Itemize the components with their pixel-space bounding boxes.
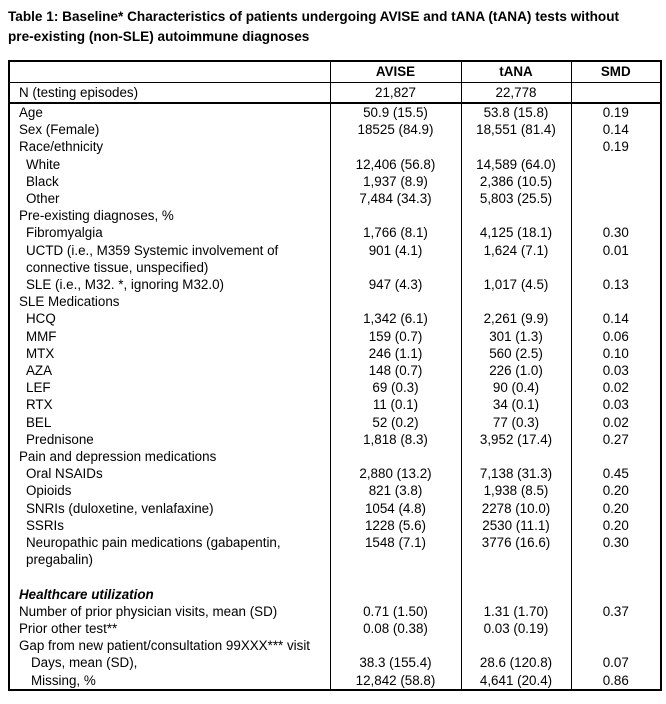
cell-tana: 2,261 (9.9)	[461, 310, 571, 327]
cell-smd: 0.20	[571, 500, 661, 517]
table-row	[9, 328, 661, 345]
row-label: White	[26, 156, 61, 172]
table-row	[9, 465, 661, 482]
cell-avise: 901 (4.1)	[330, 242, 461, 276]
table-title-line1: Table 1: Baseline* Characteristics of patients undergoing AVISE and tANA (tANA) tests without	[8, 9, 620, 24]
table-row	[9, 500, 661, 517]
row-label: Prior other test**	[19, 621, 118, 637]
cell-tana	[461, 207, 571, 224]
cell-avise	[330, 637, 461, 654]
row-label: Prednisone	[26, 431, 94, 447]
cell-tana: 2,386 (10.5)	[461, 173, 571, 190]
row-label: Oral NSAIDs	[26, 466, 103, 482]
cell-avise	[330, 293, 461, 310]
cell-avise: 69 (0.3)	[330, 379, 461, 396]
cell-avise: 148 (0.7)	[330, 362, 461, 379]
cell-avise	[330, 586, 461, 603]
row-label: BEL	[26, 414, 52, 430]
table-row	[9, 190, 661, 207]
table-row	[9, 448, 661, 465]
table-body	[9, 83, 661, 690]
table-row	[9, 414, 661, 431]
table-row	[9, 121, 661, 138]
row-label: Sex (Female)	[19, 122, 100, 138]
row-label: AZA	[26, 363, 53, 379]
row-label-line1: Neuropathic pain medications (gabapentin,	[26, 535, 281, 551]
cell-tana: 4,641 (20.4)	[461, 672, 571, 690]
spacer-row	[9, 568, 661, 585]
table-row	[9, 103, 661, 121]
cell-avise: 11 (0.1)	[330, 396, 461, 413]
cell-avise: 1,818 (8.3)	[330, 431, 461, 448]
table-row	[9, 156, 661, 173]
row-label: MMF	[26, 328, 57, 344]
cell-smd	[571, 620, 661, 637]
cell-tana	[461, 568, 571, 585]
cell-avise: 52 (0.2)	[330, 414, 461, 431]
cell-smd: 0.01	[571, 242, 661, 276]
row-label: Opioids	[26, 483, 72, 499]
cell-avise: 18525 (84.9)	[330, 121, 461, 138]
cell-tana: 3,952 (17.4)	[461, 431, 571, 448]
cell-smd: 0.37	[571, 603, 661, 620]
cell-smd: 0.30	[571, 224, 661, 241]
header-row	[9, 61, 661, 83]
row-label: Missing, %	[31, 672, 96, 688]
cell-tana: 4,125 (18.1)	[461, 224, 571, 241]
row-label: SLE (i.e., M32. *, ignoring M32.0)	[26, 277, 224, 293]
cell-smd: 0.14	[571, 310, 661, 327]
cell-smd: 0.03	[571, 396, 661, 413]
cell-avise: 1228 (5.6)	[330, 517, 461, 534]
cell-smd: 0.10	[571, 345, 661, 362]
cell-avise: 7,484 (34.3)	[330, 190, 461, 207]
cell-smd: 0.13	[571, 276, 661, 293]
cell-tana: 34 (0.1)	[461, 396, 571, 413]
cell-tana: 28.6 (120.8)	[461, 654, 571, 671]
cell-smd: 0.19	[571, 138, 661, 155]
cell-avise: 50.9 (15.5)	[330, 103, 461, 121]
table-row	[9, 242, 661, 276]
cell-avise	[330, 448, 461, 465]
row-label-line1: UCTD (i.e., M359 Systemic involvement of	[26, 242, 279, 258]
cell-tana: 560 (2.5)	[461, 345, 571, 362]
cell-avise: 38.3 (155.4)	[330, 654, 461, 671]
table-row	[9, 672, 661, 690]
row-label: Race/ethnicity	[19, 139, 104, 155]
table-row	[9, 310, 661, 327]
cell-tana	[461, 586, 571, 603]
row-label	[9, 242, 330, 276]
table-row	[9, 362, 661, 379]
cell-tana: 1,938 (8.5)	[461, 482, 571, 499]
column-header-tana: tANA	[461, 61, 571, 83]
cell-tana: 1,017 (4.5)	[461, 276, 571, 293]
cell-tana	[461, 637, 571, 654]
cell-smd	[571, 173, 661, 190]
table-row	[9, 276, 661, 293]
cell-avise: 1,937 (8.9)	[330, 173, 461, 190]
cell-tana: 1.31 (1.70)	[461, 603, 571, 620]
row-label: Fibromyalgia	[26, 225, 103, 241]
row-label: Pre-existing diagnoses, %	[19, 208, 174, 224]
cell-tana	[461, 448, 571, 465]
cell-avise: 947 (4.3)	[330, 276, 461, 293]
cell-tana: 90 (0.4)	[461, 379, 571, 396]
cell-smd: 0.02	[571, 379, 661, 396]
cell-avise: 1054 (4.8)	[330, 500, 461, 517]
table-row	[9, 517, 661, 534]
row-label: HCQ	[26, 311, 56, 327]
cell-smd: 0.86	[571, 672, 661, 690]
cell-smd: 0.20	[571, 517, 661, 534]
cell-smd	[571, 156, 661, 173]
cell-tana: 2278 (10.0)	[461, 500, 571, 517]
cell-avise: 1548 (7.1)	[330, 534, 461, 568]
row-label: SSRIs	[26, 517, 64, 533]
cell-tana	[461, 293, 571, 310]
cell-smd: 0.20	[571, 482, 661, 499]
row-label: Age	[19, 105, 43, 120]
table-row	[9, 431, 661, 448]
table-row	[9, 173, 661, 190]
cell-tana: 226 (1.0)	[461, 362, 571, 379]
cell-avise	[330, 207, 461, 224]
column-header-avise: AVISE	[330, 61, 461, 83]
row-label: SNRIs (duloxetine, venlafaxine)	[26, 500, 214, 516]
cell-avise: 21,827	[330, 83, 461, 104]
table-row	[9, 138, 661, 155]
cell-tana: 7,138 (31.3)	[461, 465, 571, 482]
cell-avise: 12,842 (58.8)	[330, 672, 461, 690]
cell-smd: 0.02	[571, 414, 661, 431]
cell-smd: 0.14	[571, 121, 661, 138]
cell-avise: 1,766 (8.1)	[330, 224, 461, 241]
row-label: Number of prior physician visits, mean (SD)	[19, 603, 278, 619]
table-row	[9, 534, 661, 568]
cell-avise: 2,880 (13.2)	[330, 465, 461, 482]
row-label: N (testing episodes)	[9, 83, 330, 104]
cell-smd	[571, 568, 661, 585]
cell-tana: 2530 (11.1)	[461, 517, 571, 534]
baseline-characteristics-table	[8, 60, 662, 691]
cell-avise: 1,342 (6.1)	[330, 310, 461, 327]
cell-tana: 5,803 (25.5)	[461, 190, 571, 207]
table-row	[9, 637, 661, 654]
row-label-line2: pregabalin)	[26, 552, 93, 568]
cell-smd	[571, 190, 661, 207]
table-row	[9, 603, 661, 620]
row-label: Days, mean (SD),	[31, 655, 138, 671]
cell-tana: 18,551 (81.4)	[461, 121, 571, 138]
cell-smd: 0.30	[571, 534, 661, 568]
table-title-line2: pre-existing (non-SLE) autoimmune diagnoses	[8, 29, 310, 44]
column-header-empty	[9, 61, 330, 83]
table-row	[9, 379, 661, 396]
cell-smd: 0.07	[571, 654, 661, 671]
cell-tana: 14,589 (64.0)	[461, 156, 571, 173]
row-label-line2: connective tissue, unspecified)	[26, 259, 209, 275]
table-row	[9, 345, 661, 362]
row-label	[9, 534, 330, 568]
cell-tana: 22,778	[461, 83, 571, 104]
table-row	[9, 83, 661, 104]
row-label: LEF	[26, 380, 51, 396]
table-row	[9, 293, 661, 310]
row-label	[9, 568, 330, 585]
row-label: Healthcare utilization	[19, 586, 154, 602]
column-header-smd: SMD	[571, 61, 661, 83]
cell-tana: 0.03 (0.19)	[461, 620, 571, 637]
cell-avise: 821 (3.8)	[330, 482, 461, 499]
cell-avise	[330, 568, 461, 585]
cell-smd: 0.27	[571, 431, 661, 448]
cell-avise: 0.08 (0.38)	[330, 620, 461, 637]
row-label: RTX	[26, 397, 53, 413]
cell-smd: 0.45	[571, 465, 661, 482]
table-row	[9, 396, 661, 413]
cell-tana	[461, 138, 571, 155]
cell-tana: 301 (1.3)	[461, 328, 571, 345]
cell-smd	[571, 586, 661, 603]
cell-tana: 53.8 (15.8)	[461, 103, 571, 121]
row-label: Gap from new patient/consultation 99XXX*** visit	[19, 638, 311, 654]
cell-smd	[571, 637, 661, 654]
cell-avise: 246 (1.1)	[330, 345, 461, 362]
cell-smd	[571, 83, 661, 104]
table-row	[9, 224, 661, 241]
cell-tana: 1,624 (7.1)	[461, 242, 571, 276]
cell-tana: 77 (0.3)	[461, 414, 571, 431]
table-title	[8, 7, 660, 47]
row-label: MTX	[26, 345, 55, 361]
cell-smd	[571, 293, 661, 310]
table-row	[9, 620, 661, 637]
cell-avise: 12,406 (56.8)	[330, 156, 461, 173]
cell-avise: 159 (0.7)	[330, 328, 461, 345]
table-row	[9, 482, 661, 499]
cell-smd: 0.06	[571, 328, 661, 345]
row-label: Pain and depression medications	[19, 449, 217, 465]
cell-smd: 0.19	[571, 103, 661, 121]
cell-tana: 3776 (16.6)	[461, 534, 571, 568]
row-label: SLE Medications	[19, 294, 120, 310]
cell-smd	[571, 207, 661, 224]
cell-smd: 0.03	[571, 362, 661, 379]
cell-smd	[571, 448, 661, 465]
row-label: Black	[26, 173, 59, 189]
row-label: Other	[26, 191, 60, 207]
table-row	[9, 207, 661, 224]
cell-avise: 0.71 (1.50)	[330, 603, 461, 620]
cell-avise	[330, 138, 461, 155]
table-row	[9, 654, 661, 671]
table-row	[9, 586, 661, 603]
